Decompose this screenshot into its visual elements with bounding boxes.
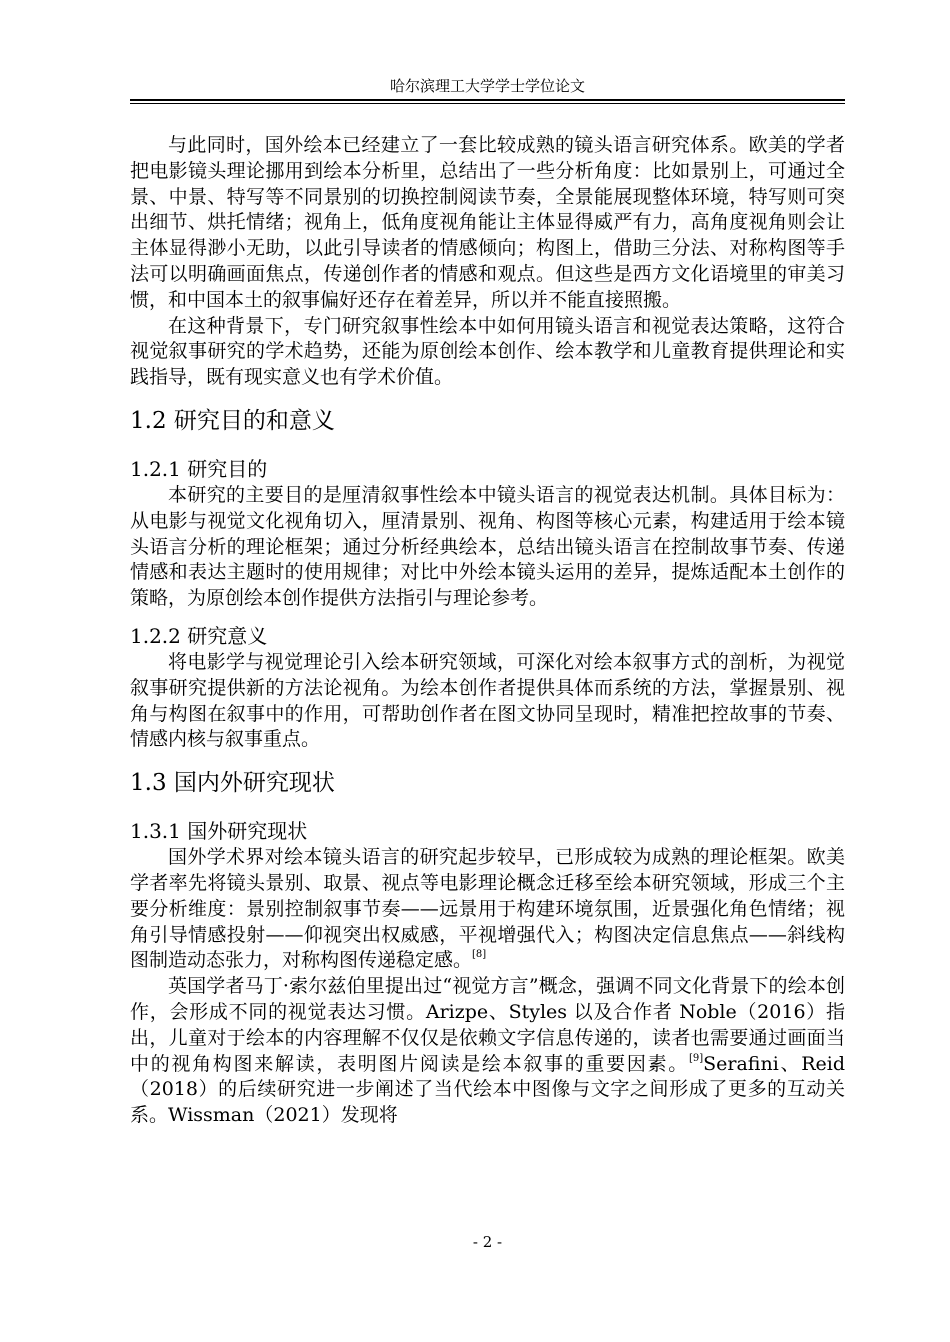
running-header: 哈尔滨理工大学学士学位论文 — [389, 77, 585, 95]
paragraph — [130, 974, 845, 1129]
citation-ref: [8] — [472, 949, 487, 961]
section-heading: 1.3 国内外研究现状 — [130, 770, 335, 797]
paragraph: 与此同时，国外绘本已经建立了一套比较成熟的镜头语言研究体系。欧美的学者把电影镜头理论挪用到绘本分析里，总结出了一些分析角度：比如景别上，可通过全景、中景、特写等不同景别的切换控制阅读节奏，全景能展现整体环境，特写则可突出细节、烘托情绪；视角上，低角度视角能让主体显得威严有力，高角度视角则会让主体显得渺小无助，以此引导读者的情感倾向；构图上，借助三分法、对称构图等手法可以明确画面焦点，传递创作者的情感和观点。但这些是西方文化语境里的审美习惯，和中国本土的叙事偏好还存在着差异，所以并不能直接照搬。 — [130, 134, 845, 311]
paragraph: 将电影学与视觉理论引入绘本研究领域，可深化对绘本叙事方式的剖析，为视觉叙事研究提供新的方法论视角。为绘本创作者提供具体而系统的方法，掌握景别、视角与构图在叙事中的作用，可帮助创作者在图文协同呈现时，精准把控故事的节奏、情感内核与叙事重点。 — [130, 650, 845, 751]
paragraph-text: 国外学术界对绘本镜头语言的研究起步较早，已形成较为成熟的理论框架。欧美学者率先将镜头景别、取景、视点等电影理论概念迁移至绘本研究领域，形成三个主要分析维度：景别控制叙事节奏——远景用于构建环境氛围，近景强化角色情绪；视角引导情感投射——仰视突出权威感，平视增强代入；构图决定信息焦点——斜线构图制造动态张力，对称构图传递稳定感。 — [130, 846, 845, 972]
subsection-heading: 1.2.2 研究意义 — [130, 623, 268, 648]
header-rule-thin — [130, 103, 845, 104]
section-heading: 1.2 研究目的和意义 — [130, 407, 335, 434]
paragraph-text: 英国学者马丁·索尔兹伯里提出过“视觉方言”概念，强调不同文化背景下的绘本创作，会形成不同的视觉表达习惯。Arizpe、Styles 以及合作者 Noble（2016）指出，儿童对于绘本的内容理解不仅仅是依赖文字信息传递的，读者也需要通过画面当中的视角构图来解读，表明图片阅读是绘本叙事的重要因素。 — [130, 975, 845, 1075]
header-rule-thick — [130, 99, 845, 101]
citation-ref: [9] — [688, 1052, 704, 1064]
paragraph: 在这种背景下，专门研究叙事性绘本中如何用镜头语言和视觉表达策略，这符合视觉叙事研究的学术趋势，还能为原创绘本创作、绘本教学和儿童教育提供理论和实践指导，既有现实意义也有学术价值。 — [130, 314, 845, 389]
paragraph — [130, 845, 845, 974]
subsection-heading: 1.2.1 研究目的 — [130, 456, 268, 481]
paragraph-text: Serafini、Reid（2018）的后续研究进一步阐述了当代绘本中图像与文字之间形成了更多的互动关系。Wissman（2021）发现将 — [130, 1052, 845, 1127]
paragraph: 本研究的主要目的是厘清叙事性绘本中镜头语言的视觉表达机制。具体目标为：从电影与视觉文化视角切入，厘清景别、视角、构图等核心元素，构建适用于绘本镜头语言分析的理论框架；通过分析经典绘本，总结出镜头语言在控制故事节奏、传递情感和表达主题时的使用规律；对比中外绘本镜头运用的差异，提炼适配本土创作的策略，为原创绘本创作提供方法指引与理论参考。 — [130, 483, 845, 610]
page-number: - 2 - — [472, 1233, 503, 1251]
page-body — [130, 133, 845, 1129]
subsection-heading: 1.3.1 国外研究现状 — [130, 819, 308, 844]
